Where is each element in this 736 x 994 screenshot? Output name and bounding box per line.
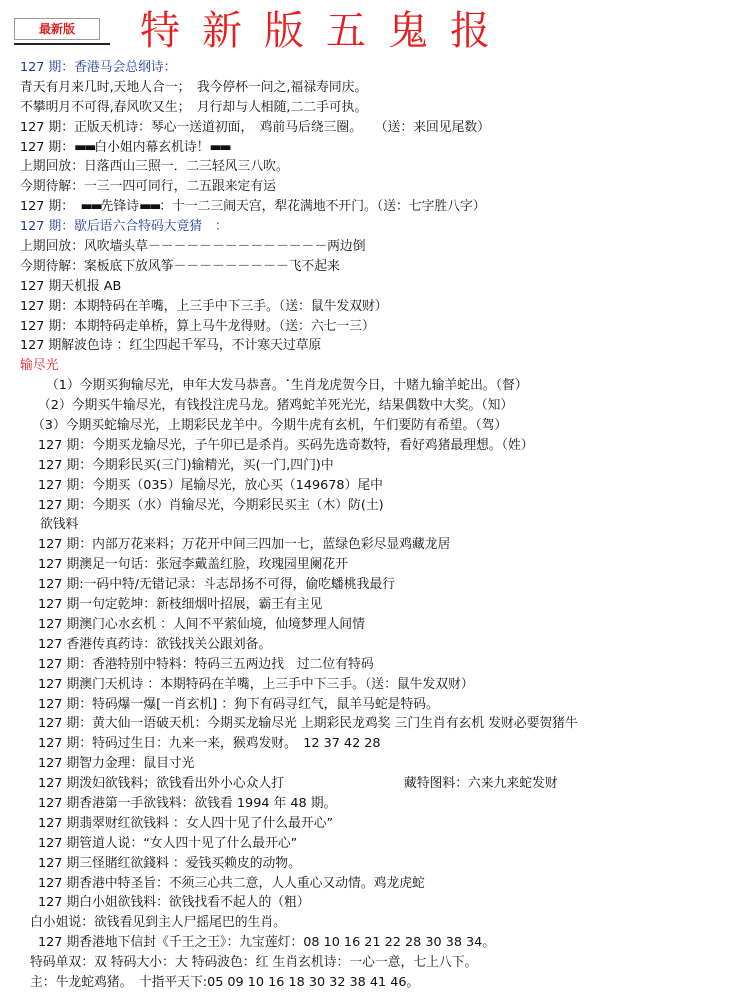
line-text: 欲钱料 xyxy=(40,517,79,533)
line-text: 127 期泼妇欲钱料；欲钱看出外小心众人打 xyxy=(38,776,285,792)
text-line xyxy=(20,317,732,337)
text-line xyxy=(20,376,732,396)
text-line xyxy=(20,436,732,456)
dot-mark: ˙ xyxy=(284,378,291,394)
line-text: 127 期香港第一手欲钱料：欲钱看 1994 年 48 期。 xyxy=(38,795,337,811)
text-line xyxy=(20,396,732,416)
line-text: 127 期：本期特码在羊嘴，上三手中下三手。（送：鼠牛发双财） xyxy=(20,298,388,314)
text-line xyxy=(20,58,732,78)
line-text: 127 期解波色诗 ：红尘四起千军马，不计寒天过草原 xyxy=(20,338,322,354)
line-text: 127 期三怪賭红欲錢料 ：爱钱买赖皮的动物。 xyxy=(38,855,301,871)
text-line xyxy=(20,98,732,118)
line-text: 127 期：今期买（水）肖输尽光，今期彩民买主（木）防(土) xyxy=(38,497,384,513)
text-line xyxy=(20,177,732,197)
line-text: 127 期：正版天机诗：琴心一送道初面， 鸡前马后绕三圈。 （送：来回见尾数） xyxy=(20,119,490,135)
text-line xyxy=(20,774,732,794)
text-line xyxy=(20,834,732,854)
line-text: 127 期一句定乾坤：新枝细烟叶招展，霸王有主见 xyxy=(38,597,323,613)
text-line xyxy=(20,356,732,376)
text-line xyxy=(20,933,732,953)
text-line xyxy=(20,416,732,436)
line-text: （3）今期买蛇输尽光，上期彩民龙羊中。今期牛虎有玄机，午们要防有希望。（驾） xyxy=(32,418,508,434)
text-line xyxy=(20,754,732,774)
line-text: 青天有月来几时,天地人合一； 我今停杯一问之,福禄寿同庆。 xyxy=(20,79,368,95)
text-line xyxy=(20,237,732,257)
text-line xyxy=(20,675,732,695)
text-line xyxy=(20,874,732,894)
line-text: 127 期香港地下信封《千王之王》：九宝莲灯：08 10 16 21 22 28 30 38 34。 xyxy=(38,935,496,951)
text-line xyxy=(20,118,732,138)
text-line xyxy=(20,854,732,874)
line-text: 127 期智力金理：鼠目寸光 xyxy=(38,756,195,772)
line-text: 特码单双：双 特码大小：大 特码波色：红 生肖玄机诗：一心一意，七上八下。 xyxy=(30,955,478,971)
bar-mark-icon: ▬▬ xyxy=(80,199,101,215)
text-line xyxy=(20,893,732,913)
text-line xyxy=(20,336,732,356)
line-text: 今期待解：案板底下放风筝－－－－－－－－－飞不起来 xyxy=(20,258,340,274)
line-text: 127 期：内部万花来料；万花开中间三四加一七，蓝绿色彩尽显鸡藏龙居 xyxy=(38,537,451,553)
text-line xyxy=(20,973,732,993)
text-line xyxy=(20,138,732,158)
text-line xyxy=(20,297,732,317)
text-line xyxy=(20,953,732,973)
line-text: 白小姐说：欲钱看见到主人尸摇尾巴的生肖。 xyxy=(30,915,286,931)
line-text: ：十一二三闹天宫，犁花满地不开门。（送：七字胜八字） xyxy=(159,199,486,215)
text-line xyxy=(20,197,732,217)
text-line xyxy=(20,456,732,476)
edition-badge: 最新版 xyxy=(14,18,100,40)
badge-divider xyxy=(14,43,110,45)
text-line xyxy=(20,157,732,177)
text-line xyxy=(20,476,732,496)
line-text: 先锋诗 xyxy=(100,199,140,215)
line-text: 127 期：今期彩民买(三门)输精光，买(一门,四门)中 xyxy=(38,457,334,473)
text-line xyxy=(20,794,732,814)
text-line xyxy=(20,257,732,277)
text-line xyxy=(20,635,732,655)
line-text: 127 期白小姐欲钱料：欲钱找看不起人的（粗） xyxy=(38,895,310,911)
line-text: 127 期： xyxy=(20,139,75,155)
line-text: 127 期：今期买（035）尾输尽光，放心买（149678）尾中 xyxy=(38,477,383,493)
text-line xyxy=(20,814,732,834)
article-body xyxy=(20,58,732,993)
line-text: 127 期天机报 AB xyxy=(20,278,122,294)
text-line xyxy=(20,217,732,237)
text-line xyxy=(20,535,732,555)
line-text: 127 香港传真药诗：欲钱找关公跟刘备。 xyxy=(38,636,272,652)
text-line xyxy=(20,575,732,595)
line-text: 上期回放：风吹墙头草－－－－－－－－－－－－－－两边倒 xyxy=(20,239,366,255)
line-text: 藏特图料：六来九来蛇发财 xyxy=(404,776,558,792)
line-text: 今期待解：一三一四可同行，二五跟来定有运 xyxy=(20,179,276,195)
text-line xyxy=(20,555,732,575)
line-text: 127 期：今期买龙输尽光，子午卯已是杀肖。买码先选奇数特，看好鸡猪最理想。（姓） xyxy=(38,437,534,453)
text-line xyxy=(20,655,732,675)
text-line xyxy=(20,277,732,297)
line-text: （1）今期买狗输尽光，申年大发马恭喜。 xyxy=(46,378,285,394)
line-text: 上期回放：日落西山三照一．二三轻风三八吹。 xyxy=(20,159,289,175)
line-text: 127 期管道人说：“女人四十见了什么最开心” xyxy=(38,835,298,851)
bar-mark-icon: ▬▬ xyxy=(139,199,160,215)
bar-mark-icon: ▬▬ xyxy=(74,139,95,155)
line-text: 127 期澳门天机诗 ：本期特码在羊嘴，上三手中下三手。（送：鼠牛发双财） xyxy=(38,676,474,692)
line-text: 127 期:一码中特/无错记录：斗志昂扬不可得，偷吃蟠桃我最行 xyxy=(38,577,396,593)
text-line xyxy=(20,913,732,933)
line-text: 127 期：香港特别中特料：特码三五两边找 过二位有特码 xyxy=(38,656,374,672)
line-text: 127 期澳门心水玄机 ：人间不平萦仙境，仙境梦理人间情 xyxy=(38,616,365,632)
line-text: 127 期：特码爆一爆[一肖玄机] ：狗下有码寻红气，鼠羊马蛇是特码。 xyxy=(38,696,439,712)
line-text: 127 期： xyxy=(20,199,81,215)
line-text: 主：牛龙蛇鸡猪。 十指平天下:05 09 10 16 18 30 32 38 41 46。 xyxy=(30,974,420,990)
line-text: 白小姐内幕玄机诗！ xyxy=(94,139,210,155)
text-line xyxy=(20,515,732,535)
line-text: 127 期翡翠财红欲钱料 ：女人四十见了什么最开心” xyxy=(38,815,334,831)
text-line xyxy=(20,734,732,754)
line-text: （2）今期买牛输尽光，有钱投注虎马龙。猪鸡蛇羊死光光，结果偶数中大奖。（知） xyxy=(38,398,514,414)
line-text: 生肖龙虎贺今日，十赌九输羊蛇出。（督） xyxy=(290,378,528,394)
line-text: 127 期：香港马会总纲诗： xyxy=(20,60,177,75)
text-line xyxy=(20,615,732,635)
line-text: 127 期香港中特圣旨：不须三心共二意，人人重心又动情。鸡龙虎蛇 xyxy=(38,875,425,891)
bar-mark-icon: ▬▬ xyxy=(209,139,230,155)
text-line xyxy=(20,595,732,615)
text-line xyxy=(20,714,732,734)
text-line xyxy=(20,695,732,715)
line-text: 127 期：特码过生日：九来一来，猴鸡发财。 12 37 42 28 xyxy=(38,736,381,752)
text-line xyxy=(20,78,732,98)
line-text: 127 期：本期特码走单桥，算上马牛龙得财。（送：六七一三） xyxy=(20,318,375,334)
line-text: 127 期澳足一句话：张冠李戴盖红脸，玫瑰园里阑花开 xyxy=(38,557,349,573)
line-text: 不攀明月不可得,春风吹又生； 月行却与人相随,二二手可执。 xyxy=(20,99,368,115)
line-text: 127 期：歇后语六合特码大竟猜 ： xyxy=(20,219,228,235)
line-text: 输尽光 xyxy=(20,358,59,374)
line-text: 127 期：黄大仙一语破天机：今期买龙输尽光 上期彩民龙鸡奖 三门生肖有玄机 发财必要贺猪牛 xyxy=(38,716,578,732)
page-title: 特新版五鬼报 xyxy=(140,8,512,54)
text-line xyxy=(20,496,732,516)
